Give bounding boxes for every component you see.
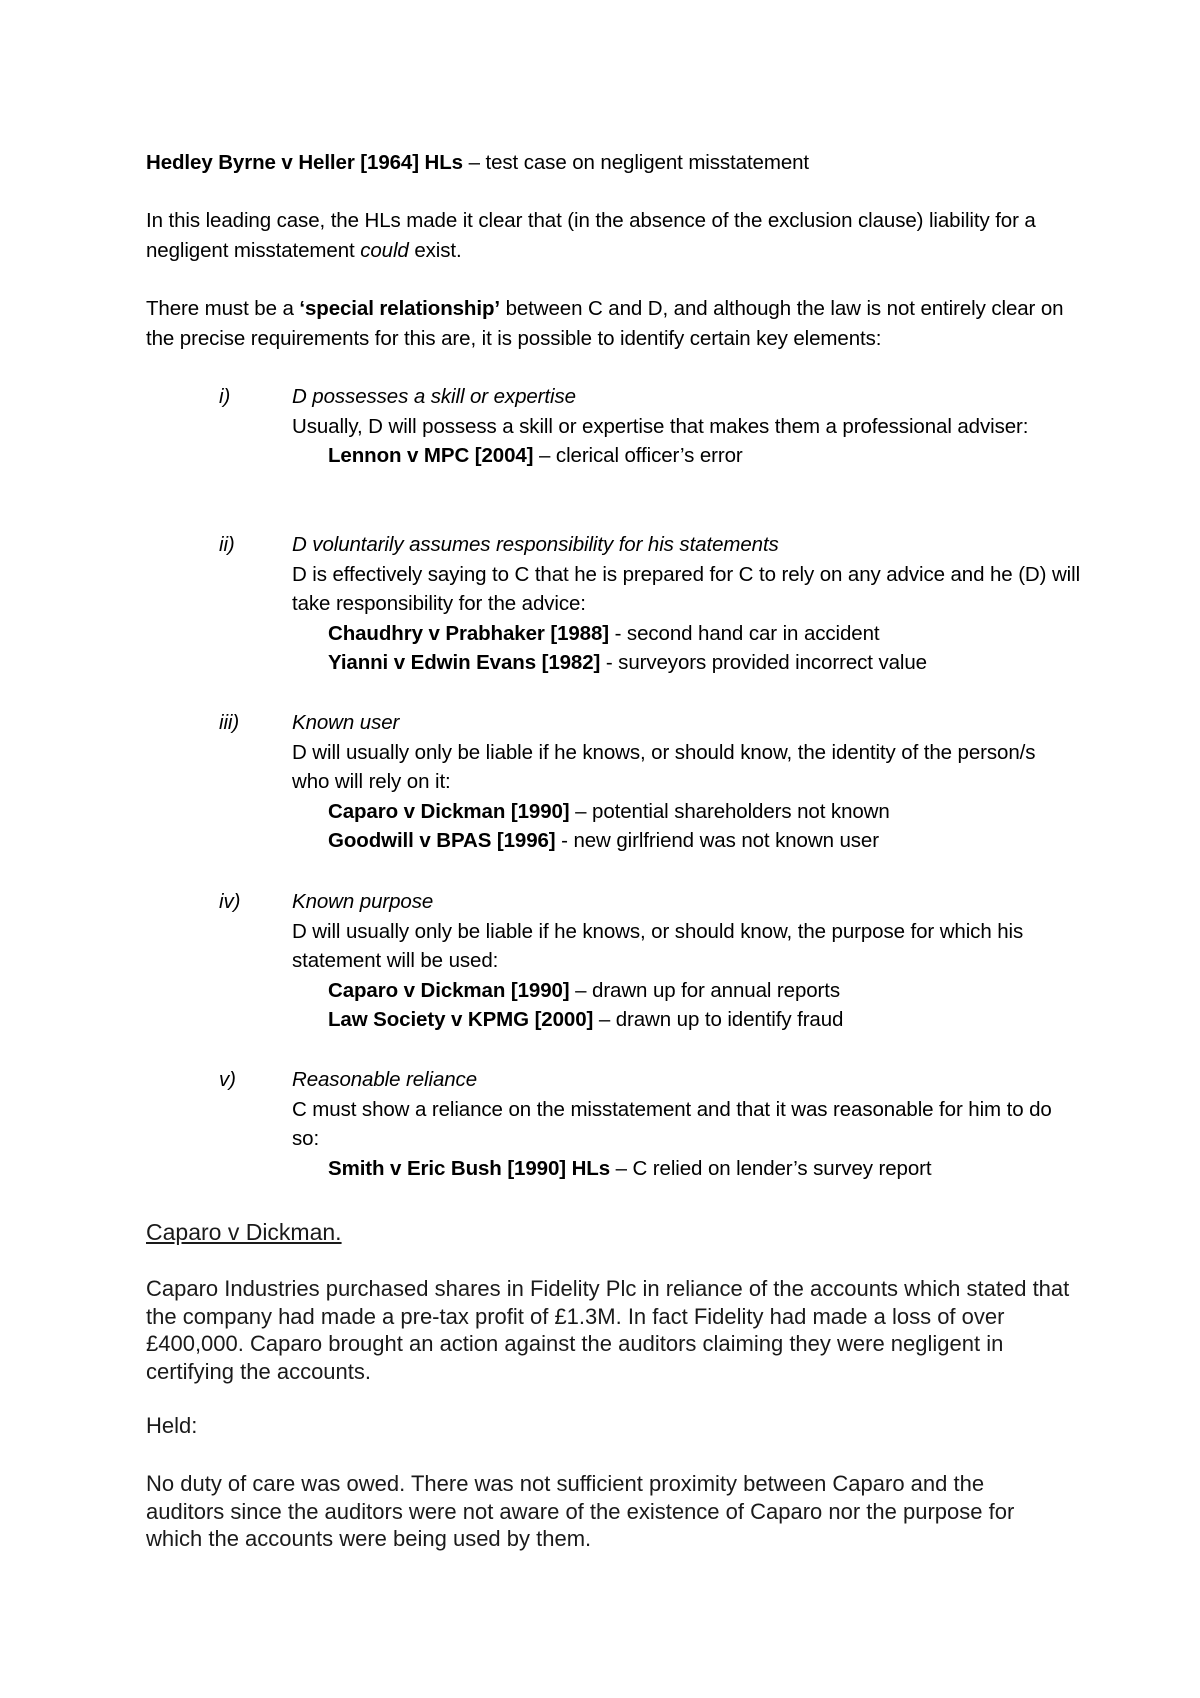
special-relationship-paragraph	[146, 294, 1091, 353]
intro-paragraph	[146, 206, 1046, 265]
case-citation	[292, 1154, 1072, 1184]
element-numeral: i)	[219, 385, 231, 408]
element-numeral: v)	[219, 1068, 236, 1091]
intro-text-2: exist.	[408, 238, 462, 262]
case-description: – clerical officer’s error	[533, 444, 743, 467]
held-text: No duty of care was owed. There was not sufficient proximity between Caparo and the auditors since the auditors were not aware of the existence of Caparo nor the purpose for which the accounts were being used by them.	[146, 1471, 1015, 1551]
element-heading: Known user	[292, 711, 400, 734]
case-name: Goodwill v BPAS [1996]	[328, 829, 556, 852]
case-description: – drawn up for annual reports	[569, 978, 841, 1002]
case-name: Caparo v Dickman [1990]	[328, 799, 570, 823]
title-description: – test case on negligent misstatement	[462, 151, 810, 174]
intro-text-1: In this leading case, the HLs made it clear that (in the absence of the exclusion clause) liability for a negligent misstatement	[146, 209, 1036, 262]
element-text: D will usually only be liable if he knows, or should know, the purpose for which his statement will be used:	[292, 919, 1024, 972]
case-citation	[292, 797, 1072, 827]
case-description: - surveyors provided incorrect value	[600, 651, 927, 674]
case-name: Chaudhry v Prabhaker [1988]	[328, 621, 609, 645]
element-text: D will usually only be liable if he knows, or should know, the identity of the person/s who will rely on it:	[292, 740, 1036, 793]
case-citation	[292, 826, 1072, 856]
case-citation	[292, 648, 1092, 678]
title-case-name: Hedley Byrne v Heller [1964] HLs	[146, 151, 463, 174]
case-description: – potential shareholders not known	[569, 799, 890, 823]
special-bold: ‘special relationship’	[299, 297, 500, 320]
element-text: D is effectively saying to C that he is prepared for C to rely on any advice and he (D) will take responsibility for the advice:	[292, 562, 1081, 615]
special-text-1: There must be a	[146, 297, 300, 320]
element-heading: Reasonable reliance	[292, 1068, 478, 1091]
case-description: - second hand car in accident	[609, 621, 880, 645]
element-heading: D voluntarily assumes responsibility for his statements	[292, 533, 779, 556]
case-description: - new girlfriend was not known user	[555, 829, 879, 852]
case-name: Smith v Eric Bush [1990] HLs	[328, 1156, 611, 1180]
case-description: – C relied on lender’s survey report	[610, 1156, 932, 1180]
element-numeral: ii)	[219, 533, 235, 556]
case-citation	[292, 619, 1092, 649]
caparo-facts: Caparo Industries purchased shares in Fidelity Plc in reliance of the accounts which stated that the company had made a pre-tax profit of £1.3M. In fact Fidelity had made a loss of over £400,000. Caparo brought an action against the auditors claiming they were negligent in certifying the accounts.	[146, 1276, 1070, 1384]
held-label: Held:	[146, 1413, 198, 1438]
case-citation	[292, 976, 1072, 1006]
element-text: C must show a reliance on the misstatement and that it was reasonable for him to do so:	[292, 1097, 1052, 1150]
case-name: Lennon v MPC [2004]	[328, 444, 534, 467]
element-heading: D possesses a skill or expertise	[292, 385, 576, 408]
case-citation	[292, 1005, 1072, 1035]
case-citation	[292, 441, 1072, 471]
case-name: Law Society v KPMG [2000]	[328, 1008, 594, 1031]
case-description: – drawn up to identify fraud	[593, 1008, 844, 1031]
case-name: Yianni v Edwin Evans [1982]	[328, 651, 601, 674]
element-text: Usually, D will possess a skill or expertise that makes them a professional adviser:	[292, 414, 1029, 438]
element-heading: Known purpose	[292, 890, 434, 913]
document-title	[146, 148, 1086, 178]
element-numeral: iv)	[219, 890, 241, 913]
element-numeral: iii)	[219, 711, 240, 734]
special-text-2: between C and D, and although the law is not entirely clear on the precise requirements for this are, it is possible to identify certain key elements:	[146, 297, 1064, 350]
intro-italic: could	[360, 238, 409, 262]
caparo-section-title: Caparo v Dickman.	[146, 1219, 342, 1245]
case-name: Caparo v Dickman [1990]	[328, 978, 570, 1002]
